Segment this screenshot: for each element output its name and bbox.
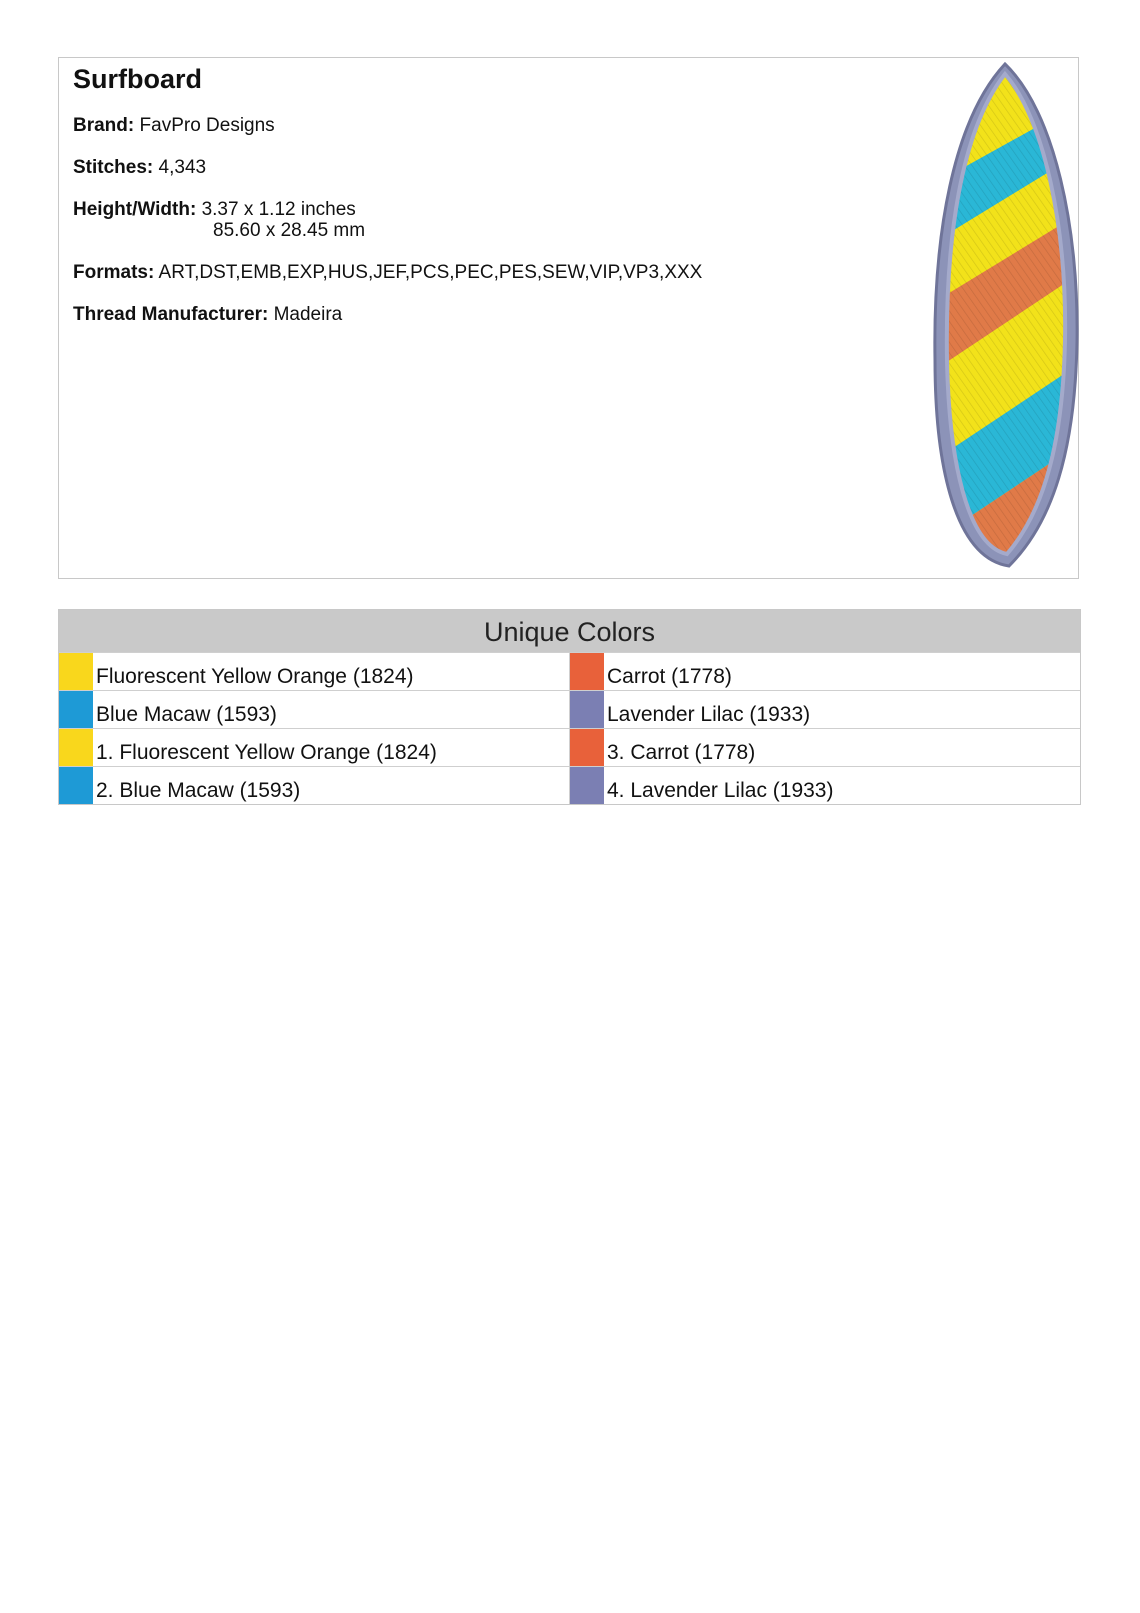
color-swatch (570, 691, 604, 728)
stitches-row (73, 157, 206, 179)
formats-row (73, 262, 702, 284)
unique-colors-table (58, 609, 1081, 805)
color-cell (569, 729, 1080, 766)
color-cell (59, 653, 569, 690)
stitches-label: Stitches: (73, 157, 154, 178)
stitches-value: 4,343 (158, 157, 207, 178)
thread-label: Thread Manufacturer: (73, 304, 269, 325)
color-swatch (570, 653, 604, 690)
color-name: Blue Macaw (1593) (96, 703, 277, 726)
height-width-inches: 3.37 x 1.12 inches (201, 199, 356, 220)
color-swatch (59, 691, 93, 728)
color-swatch (570, 729, 604, 766)
color-name: 3. Carrot (1778) (607, 741, 756, 764)
surfboard-embroidery-image (905, 60, 1085, 578)
color-name: 1. Fluorescent Yellow Orange (1824) (96, 741, 437, 764)
design-info-card (58, 57, 1079, 579)
color-name: Fluorescent Yellow Orange (1824) (96, 665, 414, 688)
color-name: 4. Lavender Lilac (1933) (607, 779, 834, 802)
formats-value: ART,DST,EMB,EXP,HUS,JEF,PCS,PEC,PES,SEW,VIP,VP3,XXX (158, 262, 703, 283)
color-cell (569, 653, 1080, 690)
color-cell (569, 767, 1080, 804)
height-width-row (73, 199, 366, 241)
height-width-label: Height/Width: (73, 199, 197, 220)
color-swatch (59, 653, 93, 690)
color-row (59, 766, 1080, 804)
color-cell (569, 691, 1080, 728)
color-row (59, 690, 1080, 728)
formats-label: Formats: (73, 262, 155, 283)
brand-value: FavPro Designs (139, 115, 275, 136)
thread-value: Madeira (273, 304, 343, 325)
brand-row (73, 115, 275, 137)
color-cell (59, 767, 569, 804)
color-cell (59, 729, 569, 766)
color-name: Carrot (1778) (607, 665, 732, 688)
thread-row (73, 304, 342, 326)
color-swatch (570, 767, 604, 804)
design-title: Surfboard (73, 64, 203, 94)
color-swatch (59, 767, 93, 804)
color-name: 2. Blue Macaw (1593) (96, 779, 301, 802)
height-width-mm: 85.60 x 28.45 mm (213, 220, 366, 241)
color-cell (59, 691, 569, 728)
unique-colors-heading: Unique Colors (59, 610, 1080, 652)
color-row (59, 728, 1080, 766)
color-row (59, 652, 1080, 690)
brand-label: Brand: (73, 115, 135, 136)
color-swatch (59, 729, 93, 766)
color-name: Lavender Lilac (1933) (607, 703, 811, 726)
